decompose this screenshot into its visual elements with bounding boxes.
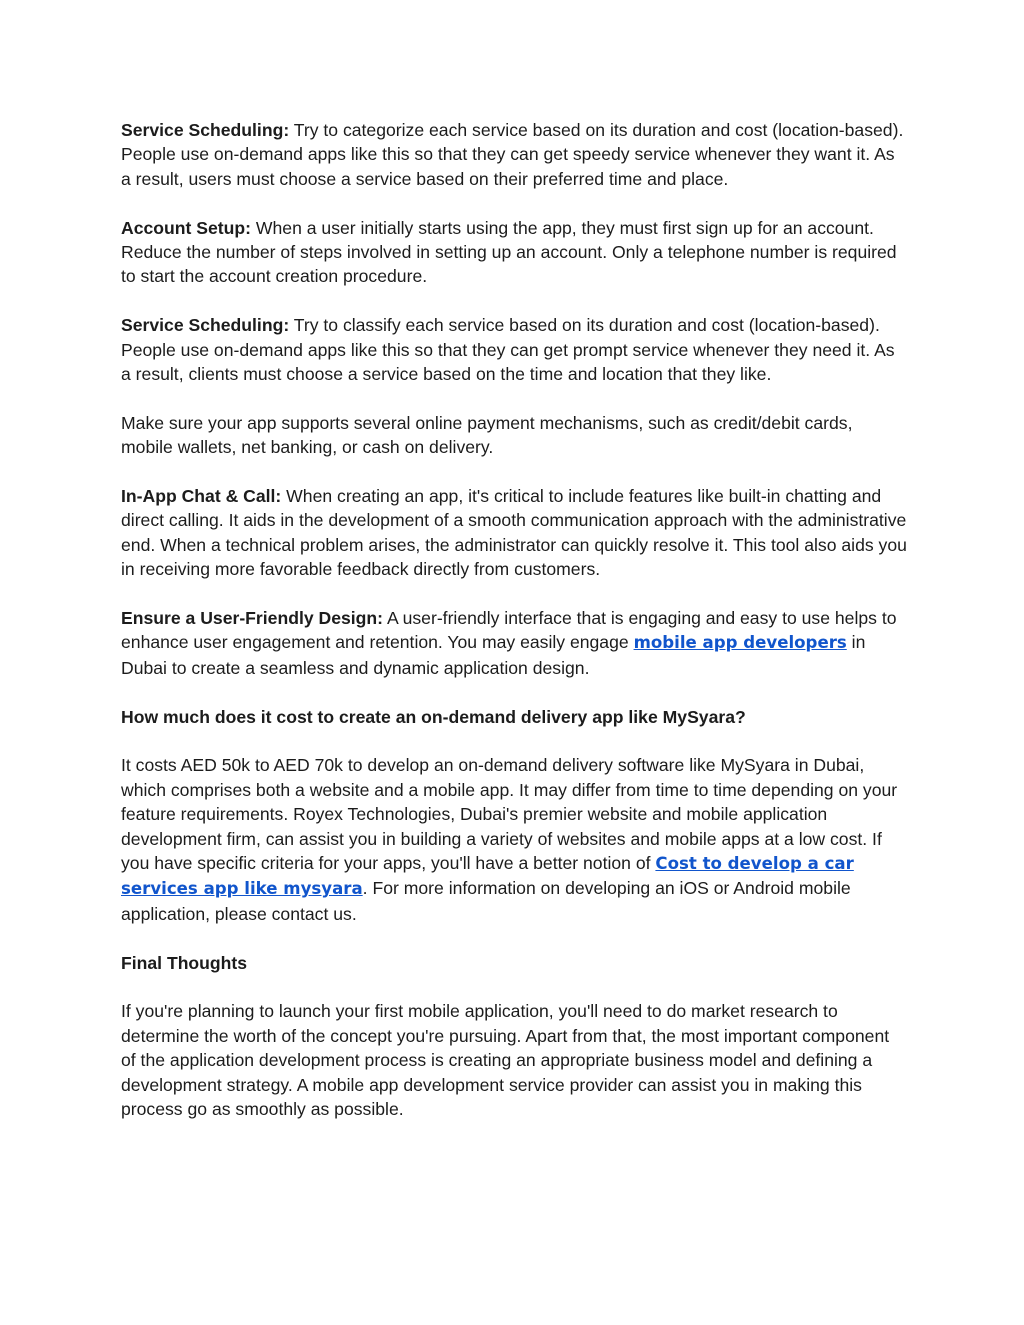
paragraph-payment	[121, 411, 907, 460]
body-in-app-chat: When creating an app, it's critical to include features like built-in chatting and direct calling. It aids in the development of a smooth communication approach with the administrative end. When a technical problem arises, the administrator can quickly resolve it. This tool also aids you in receiving more favorable feedback directly from customers.	[121, 486, 907, 580]
body-cost-before: It costs AED 50k to AED 70k to develop an on-demand delivery software like MySyara in Dubai, which comprises both a website and a mobile app. It may differ from time to time depending on your feature requirements. Royex Technologies, Dubai's premier website and mobile application development firm, can assist you in building a variety of websites and mobile apps at a low cost. If you have specific criteria for your apps, you'll have a better notion of	[121, 755, 898, 874]
document-page	[121, 118, 907, 1146]
body-user-friendly-after: in Dubai to create a seamless and dynamic application design.	[121, 632, 866, 678]
lead-service-scheduling-1: Service Scheduling:	[121, 120, 290, 140]
lead-service-scheduling-2: Service Scheduling:	[121, 315, 290, 336]
paragraph-account-setup	[121, 216, 907, 289]
cost-to-develop-link[interactable]: Cost to develop a car services app like mysyara	[121, 854, 854, 899]
paragraph-user-friendly	[121, 606, 907, 680]
body-user-friendly-before: A user-friendly interface that is engaging and easy to use helps to enhance user engagement and retention. You may easily engage	[121, 608, 897, 653]
paragraph-service-scheduling-1	[121, 118, 907, 191]
body-service-scheduling-1: Try to categorize each service based on its duration and cost (location-based). People use on-demand apps like this so that they can get speedy service whenever they want it. As a result, users must choose a service based on their preferred time and place.	[121, 120, 904, 189]
lead-account-setup: Account Setup:	[121, 217, 251, 238]
paragraph-final	[121, 999, 907, 1121]
paragraph-service-scheduling-2	[121, 313, 907, 386]
body-cost-after: . For more information on developing an iOS or Android mobile application, please contact us.	[121, 878, 851, 924]
mobile-app-developers-link[interactable]: mobile app developers	[633, 633, 847, 653]
body-service-scheduling-2: Try to classify each service based on its duration and cost (location-based). People use on-demand apps like this so that they can get prompt service whenever they need it. As a result, clients must choose a service based on the time and location that they like.	[121, 315, 895, 385]
paragraph-cost	[121, 753, 907, 926]
paragraph-in-app-chat	[121, 484, 907, 582]
body-payment: Make sure your app supports several online payment mechanisms, such as credit/debit cards, mobile wallets, net banking, or cash on delivery.	[121, 412, 853, 458]
body-account-setup: When a user initially starts using the app, they must first sign up for an account. Reduce the number of steps involved in setting up an account. Only a telephone number is required to start the account creation procedure.	[121, 217, 897, 287]
body-final: If you're planning to launch your first mobile application, you'll need to do market research to determine the worth of the concept you're pursuing. Apart from that, the most important component of the application development process is creating an appropriate business model and defining a development strategy. A mobile app development service provider can assist you in making this process go as smoothly as possible.	[121, 1001, 890, 1120]
cost-heading: How much does it cost to create an on-demand delivery app like MySyara?	[121, 706, 746, 727]
lead-in-app-chat: In-App Chat & Call:	[121, 486, 282, 507]
final-thoughts-heading: Final Thoughts	[121, 952, 248, 973]
lead-user-friendly: Ensure a User-Friendly Design:	[121, 608, 384, 629]
